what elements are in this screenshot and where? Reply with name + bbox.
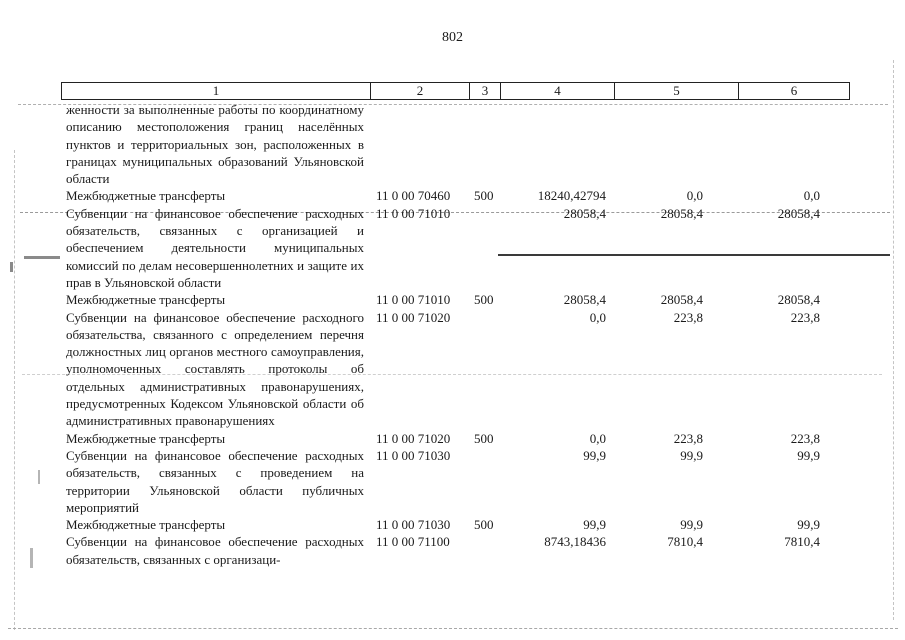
table-body xyxy=(0,101,905,568)
row-description: Межбюджетные трансферты xyxy=(66,188,226,204)
row-description: Субвенции на финансовое обеспечение расходного обязательства, связанного с определением перечня должностных лиц органов местного самоуправления, уполномоченных составлять протоколы об отдельных административных правонарушениях, предусмотренных Кодексом Ульяновской области об административных правонарушениях xyxy=(66,309,364,429)
row-value-col6: 99,9 xyxy=(797,517,820,533)
row-code: 11 0 00 70460 xyxy=(376,188,451,204)
row-description: Межбюджетные трансферты xyxy=(66,517,226,533)
table-row xyxy=(0,205,905,291)
table-row xyxy=(0,430,905,447)
row-value-col5: 28058,4 xyxy=(660,205,703,221)
row-value-col5: 28058,4 xyxy=(660,292,703,308)
table-row xyxy=(0,101,905,187)
row-code: 11 0 00 71010 xyxy=(376,292,451,308)
header-col-1: 1 xyxy=(212,83,220,98)
row-value-col5: 99,9 xyxy=(680,517,703,533)
row-value-col6: 223,8 xyxy=(790,309,820,325)
row-expense-type: 500 xyxy=(474,517,494,533)
row-value-col6: 28058,4 xyxy=(777,205,820,221)
scan-streak xyxy=(8,628,898,629)
table-row xyxy=(0,447,905,516)
row-value-col4: 99,9 xyxy=(583,447,606,463)
row-value-col6: 99,9 xyxy=(797,447,820,463)
row-code: 11 0 00 71100 xyxy=(376,534,450,550)
table-row xyxy=(0,291,905,308)
row-description: Субвенции на финансовое обеспечение расходных обязательств, связанных с организаци- xyxy=(66,534,364,567)
header-col-3: 3 xyxy=(469,83,500,99)
table-header xyxy=(61,82,850,100)
row-value-col6: 223,8 xyxy=(790,430,820,446)
table-row xyxy=(0,187,905,204)
row-code: 11 0 00 71030 xyxy=(376,517,451,533)
row-value-col4: 0,0 xyxy=(589,309,606,325)
row-value-col5: 7810,4 xyxy=(667,534,703,550)
row-code: 11 0 00 71010 xyxy=(376,205,451,221)
row-description: Субвенции на финансовое обеспечение расходных обязательств, связанных с организацией и обеспечением деятельности муниципальных комиссий по делам несовершеннолетних и защите их прав в Ульяновской области xyxy=(66,205,364,290)
row-value-col5: 223,8 xyxy=(673,430,703,446)
row-value-col4: 28058,4 xyxy=(563,205,606,221)
row-description: Межбюджетные трансферты xyxy=(66,292,226,308)
row-code: 11 0 00 71020 xyxy=(376,430,451,446)
row-expense-type: 500 xyxy=(474,430,494,446)
row-value-col6: 7810,4 xyxy=(784,534,820,550)
row-value-col4: 28058,4 xyxy=(563,292,606,308)
table-row xyxy=(0,516,905,533)
row-description: Субвенции на финансовое обеспечение расходных обязательств, связанных с проведением на территории Ульяновской области публичных мероприятий xyxy=(66,447,364,515)
table-row xyxy=(0,309,905,430)
row-expense-type: 500 xyxy=(474,292,494,308)
page-number: 802 xyxy=(442,30,463,45)
row-value-col5: 99,9 xyxy=(680,447,703,463)
row-expense-type: 500 xyxy=(474,188,494,204)
row-code: 11 0 00 71030 xyxy=(376,447,451,463)
row-value-col4: 8743,18436 xyxy=(544,534,606,550)
row-value-col6: 0,0 xyxy=(803,188,820,204)
row-code: 11 0 00 71020 xyxy=(376,309,451,325)
row-value-col6: 28058,4 xyxy=(777,292,820,308)
row-description: Межбюджетные трансферты xyxy=(66,430,226,446)
row-value-col4: 0,0 xyxy=(589,430,606,446)
header-col-4: 4 xyxy=(500,83,614,99)
header-col-5: 5 xyxy=(614,83,738,99)
row-value-col5: 0,0 xyxy=(686,188,703,204)
row-description: женности за выполненные работы по координатному описанию местоположения границ населённых пунктов и территориальных зон, расположенных в границах муниципальных образований Ульяновской области xyxy=(66,102,364,187)
table-row xyxy=(0,533,905,568)
row-value-col5: 223,8 xyxy=(673,309,703,325)
row-value-col4: 99,9 xyxy=(583,517,606,533)
row-value-col4: 18240,42794 xyxy=(537,188,606,204)
header-col-2: 2 xyxy=(370,83,469,99)
header-col-6: 6 xyxy=(738,83,849,99)
